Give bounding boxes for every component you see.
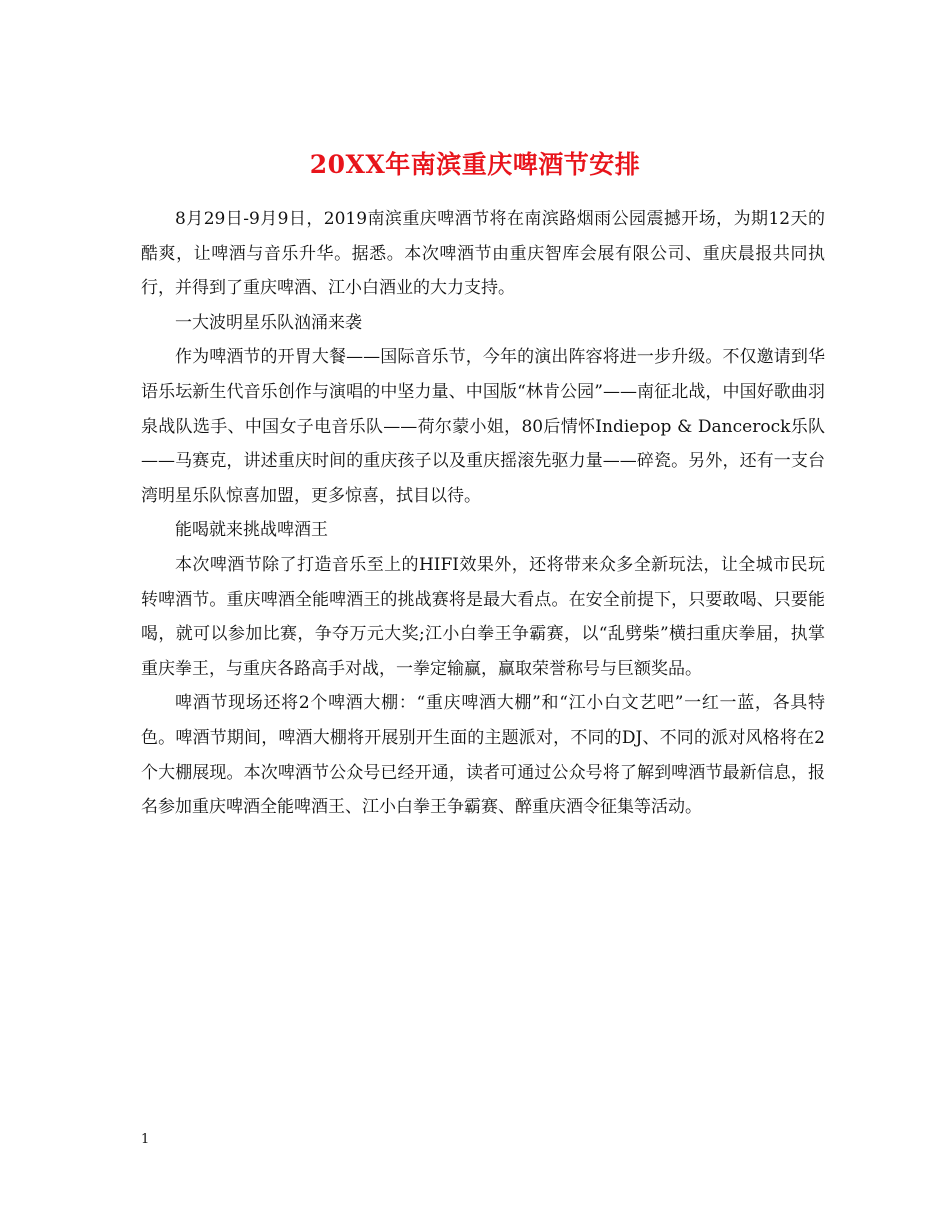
paragraph-intro: 8月29日-9月9日，2019南滨重庆啤酒节将在南滨路烟雨公园震撼开场，为期12天的酷爽，让啤酒与音乐升华。据悉。本次啤酒节由重庆智库会展有限公司、重庆晨报共同执行，并得到了重庆啤酒、江小白酒业的大力支持。 xyxy=(141,209,825,299)
paragraph-challenges: 本次啤酒节除了打造音乐至上的HIFI效果外，还将带来众多全新玩法，让全城市民玩转啤酒节。重庆啤酒全能啤酒王的挑战赛将是最大看点。在安全前提下，只要敢喝、只要能喝，就可以参加比赛，争夺万元大奖;江小白拳王争霸赛，以“乱劈柴”横扫重庆拳届，执掌重庆拳王，与重庆各路高手对战，一拳定输赢，赢取荣誉称号与巨额奖品。 xyxy=(141,554,825,679)
page-number: 1 xyxy=(141,1132,150,1147)
paragraph-music-festival: 作为啤酒节的开胃大餐——国际音乐节，今年的演出阵容将进一步升级。不仅邀请到华语乐坛新生代音乐创作与演唱的中坚力量、中国版“林肯公园”——南征北战，中国好歌曲羽泉战队选手、中国女子电音乐队——荷尔蒙小姐，80后情怀Indiepop & Dancerock乐队——马赛克，讲述重庆时间的重庆孩子以及重庆摇滚先驱力量——碎瓷。另外，还有一支台湾明星乐队惊喜加盟，更多惊喜，拭目以待。 xyxy=(141,347,825,506)
section-heading-beer-king: 能喝就来挑战啤酒王 xyxy=(175,520,328,541)
document-body xyxy=(141,202,825,825)
paragraph-beer-tents: 啤酒节现场还将2个啤酒大棚：“重庆啤酒大棚”和“江小白文艺吧”一红一蓝，各具特色。啤酒节期间，啤酒大棚将开展别开生面的主题派对，不同的DJ、不同的派对风格将在2个大棚展现。本次啤酒节公众号已经开通，读者可通过公众号将了解到啤酒节最新信息，报名参加重庆啤酒全能啤酒王、江小白拳王争霸赛、醉重庆酒令征集等活动。 xyxy=(141,693,825,818)
section-heading-bands: 一大波明星乐队汹涌来袭 xyxy=(175,312,362,333)
document-title: 20XX年南滨重庆啤酒节安排 xyxy=(309,149,641,179)
